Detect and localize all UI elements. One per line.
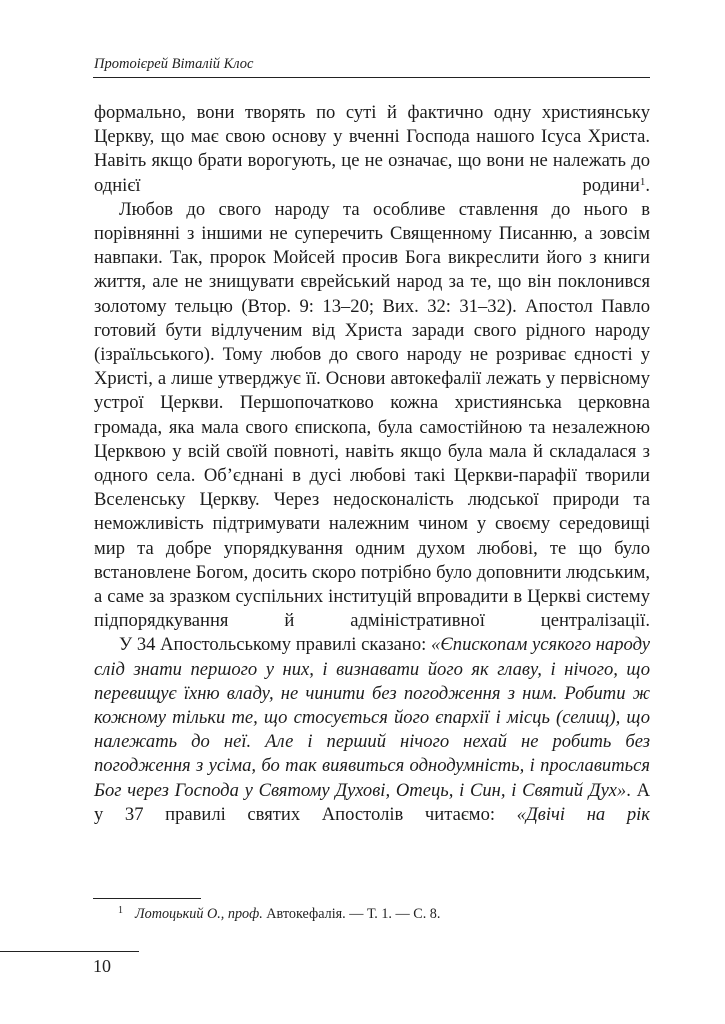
- footnote-author: Лотоцький О., проф.: [135, 906, 263, 922]
- page-number: 10: [93, 956, 111, 976]
- footnote-reference[interactable]: 1: [639, 175, 646, 188]
- apostolic-canon-34-quote: «Єпископам усякого народу слід знати першого у них, і визнавати його як главу, і нічого, що перевищує їхню владу, не чинити без погодження з ним. Робити ж кожному тільки те, що стосується його єпархії і місць (селищ), що належать до неї. Але і перший нічого нехай не робить без погодження з усіма, бо так виявиться однодумність, і прославиться Бог через Господа у Святому Духові, Отець, і Син, і Святий Дух»: [94, 634, 650, 801]
- paragraph-2: Любов до свого народу та особливе ставлення до нього в порівнянні з іншими не суперечить Священному Писанню, а зовсім навпаки. Так, пророк Мойсей просив Бога викреслити його з книги життя, але не знищувати єврейський народ за те, що він поклонився золотому тельцю (Втор. 9: 13–20; Вих. 32: 31–32). Апостол Павло готовий бути відлученим від Христа заради свого рідного народу (ізраїльського). Тому любов до свого народу не розриває єдності у Христі, а лише утверджує її. Основи автокефалії лежать у первісному устрої Церкви. Першопочатково кожна християнська церковна громада, яка мала свого єпископа, була самостійною та незалежною Церквою у всій своїй повноті, навіть якщо була мала й складалася з одного села. Об’єднані в дусі любові такі Церкви-парафії творили Вселенську Церкву. Через недосконалість людської природи та неможливість підтримувати належним чином у своєму середовищі мир та добре упорядкування одним духом любові, те що було встановлене Богом, досить скоро потрібно було доповнити людським, а саме за зразком суспільних інституцій впровадити в Церкві систему підпорядкування й адміністративної централізації.: [94, 198, 650, 632]
- paragraph-1-text: формально, вони творять по суті й фактично одну християнську Церкву, що має свою основу у вченні Господа нашого Ісуса Христа. Навіть якщо брати ворогують, це не означає, що вони не належать до однієї родини: [94, 102, 650, 196]
- apostolic-canon-37-quote: «Двічі на рік: [516, 803, 650, 825]
- header-rule: [93, 77, 650, 78]
- footnote: [118, 905, 440, 923]
- paragraph-3: [94, 633, 650, 827]
- footnote-number: 1: [118, 905, 123, 916]
- paragraph-1-end: .: [645, 174, 650, 196]
- paragraph-3-intro: У 34 Апостольському правилі сказано:: [119, 634, 432, 656]
- footnote-rule: [93, 898, 201, 899]
- running-header: Протоієрей Віталій Клос: [94, 56, 254, 72]
- page-number-rule: [0, 951, 139, 952]
- paragraph-1: [94, 101, 650, 198]
- footnote-text: Автокефалія. — Т. 1. — С. 8.: [262, 906, 441, 922]
- paragraph-3-middle: . А у 37 правилі святих Апостолів читаємо:: [94, 779, 650, 825]
- main-text: [94, 101, 650, 827]
